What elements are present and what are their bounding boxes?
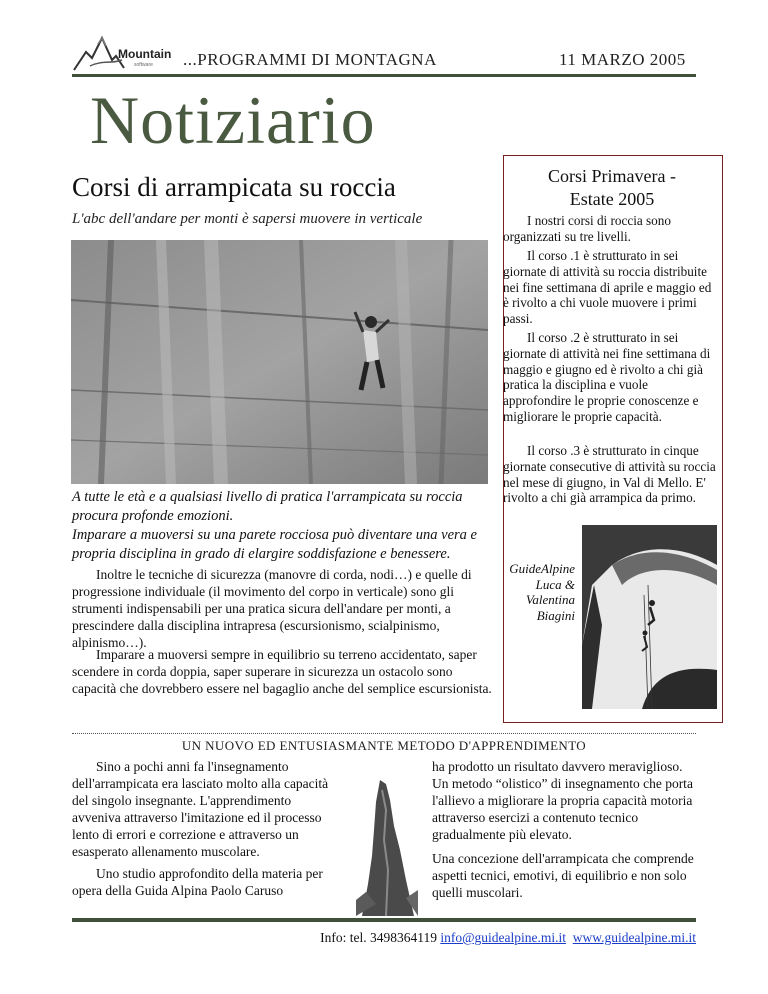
sidebar-intro bbox=[503, 213, 717, 245]
page-title: Notiziario bbox=[90, 82, 376, 158]
section-divider bbox=[72, 733, 696, 734]
svg-text:software: software bbox=[134, 62, 153, 68]
sidebar-title-line2: Estate 2005 bbox=[569, 189, 655, 209]
footer-info: Info: tel. 3498364119 bbox=[320, 930, 441, 945]
sidebar-course-1-text: Il corso .1 è strutturato in sei giornate di attività su roccia distribuite nei fine settimana di aprile e maggio ed è rivolto a chi vuole muovere i primi passi. bbox=[503, 248, 712, 327]
email-link[interactable]: info@guidealpine.mi.it bbox=[440, 930, 567, 945]
paragraph-safety-text: Inoltre le tecniche di sicurezza (manovre di corda, nodi…) e quelle di progressione individuale (il movimento del corpo in verticale) sono gli strumenti indispensabili per una pratica sicura dell'andare per monti, a prescindere dalla disciplina intrapresa (escursionismo, scialpinismo, alpinismo…). bbox=[72, 567, 472, 650]
climber-photo bbox=[71, 240, 488, 484]
paragraph-balance bbox=[72, 646, 492, 697]
article-subtitle: Corsi di arrampicata su roccia bbox=[72, 172, 396, 202]
paragraph-balance-text: Imparare a muoversi sempre in equilibrio su terreno accidentato, saper scendere in corda doppia, saper superare in sicurezza un ostacolo sono capacità che dovrebbero essere nel bagaglio anche del semplice escursionista. bbox=[72, 647, 492, 696]
header-program: ...PROGRAMMI DI MONTAGNA bbox=[183, 50, 437, 69]
logo-text: Mountain bbox=[118, 47, 172, 61]
method-left-2 bbox=[72, 865, 334, 899]
header-date: 11 MARZO 2005 bbox=[559, 50, 686, 69]
method-left-1-text: Sino a pochi anni fa l'insegnamento dell'arrampicata era lasciato molto alla capacità del singolo insegnante. L'apprendimento avveniva attraverso l'imitazione ed il processo lento di errori e correzione e attraverso un esasperato allenamento muscolare. bbox=[72, 759, 329, 859]
method-left-1 bbox=[72, 758, 334, 860]
lead-text-1: A tutte le età e a qualsiasi livello di pratica l'arrampicata su roccia procura profonde emozioni. bbox=[72, 489, 463, 524]
method-left-2-text: Uno studio approfondito della materia per opera della Guida Alpina Paolo Caruso bbox=[72, 866, 323, 898]
rock-pinnacle-photo bbox=[356, 780, 418, 916]
sidebar-course-1 bbox=[503, 248, 717, 327]
guide-caption: GuideAlpine Luca & Valentina Biagini bbox=[509, 561, 575, 623]
method-right-1-text: ha prodotto un risultato davvero meraviglioso. Un metodo “olistico” di insegnamento che porta l'allievo a migliorare la propria capacità motoria attraverso esercizi a contenuto tecnico gradualmente più elevato. bbox=[432, 759, 693, 842]
method-right-1 bbox=[432, 758, 700, 843]
method-right-2-text: Una concezione dell'arrampicata che comprende aspetti tecnici, emotivi, di equilibrio e non solo quelli muscolari. bbox=[432, 851, 694, 900]
mountain-logo bbox=[72, 30, 176, 76]
paragraph-safety bbox=[72, 566, 492, 651]
guides-photo bbox=[582, 525, 717, 709]
top-rule bbox=[72, 74, 696, 77]
sidebar-title-line1: Corsi Primavera - bbox=[548, 166, 676, 186]
sidebar-course-3 bbox=[503, 443, 717, 506]
website-link[interactable]: www.guidealpine.mi.it bbox=[572, 930, 696, 945]
lead-text-2: Imparare a muoversi su una parete rocciosa può diventare una vera e propria disciplina in grado di elargire soddisfazione e benessere. bbox=[72, 527, 477, 562]
footer bbox=[72, 930, 696, 946]
method-right-2 bbox=[432, 850, 700, 901]
sidebar-intro-text: I nostri corsi di roccia sono organizzati su tre livelli. bbox=[503, 213, 671, 244]
section-heading: UN NUOVO ED ENTUSIASMANTE METODO D'APPRENDIMENTO bbox=[181, 738, 587, 753]
sidebar-course-2-text: Il corso .2 è strutturato in sei giornate di attività nei fine settimana di maggio e giugno ed è rivolto a chi già pratica la disciplina e vuole approfondire le proprie conoscenze e migliorare le proprie capacità. bbox=[503, 330, 711, 424]
sidebar-title bbox=[503, 165, 721, 211]
tagline: L'abc dell'andare per monti è sapersi muovere in verticale bbox=[72, 211, 423, 227]
sidebar-course-2 bbox=[503, 330, 717, 425]
sidebar-course-3-text: Il corso .3 è strutturato in cinque giornate consecutive di attività su roccia nel mese di giugno, in Val di Mello. E' rivolto a chi già arrampica da primo. bbox=[503, 443, 716, 506]
bottom-rule bbox=[72, 918, 696, 922]
